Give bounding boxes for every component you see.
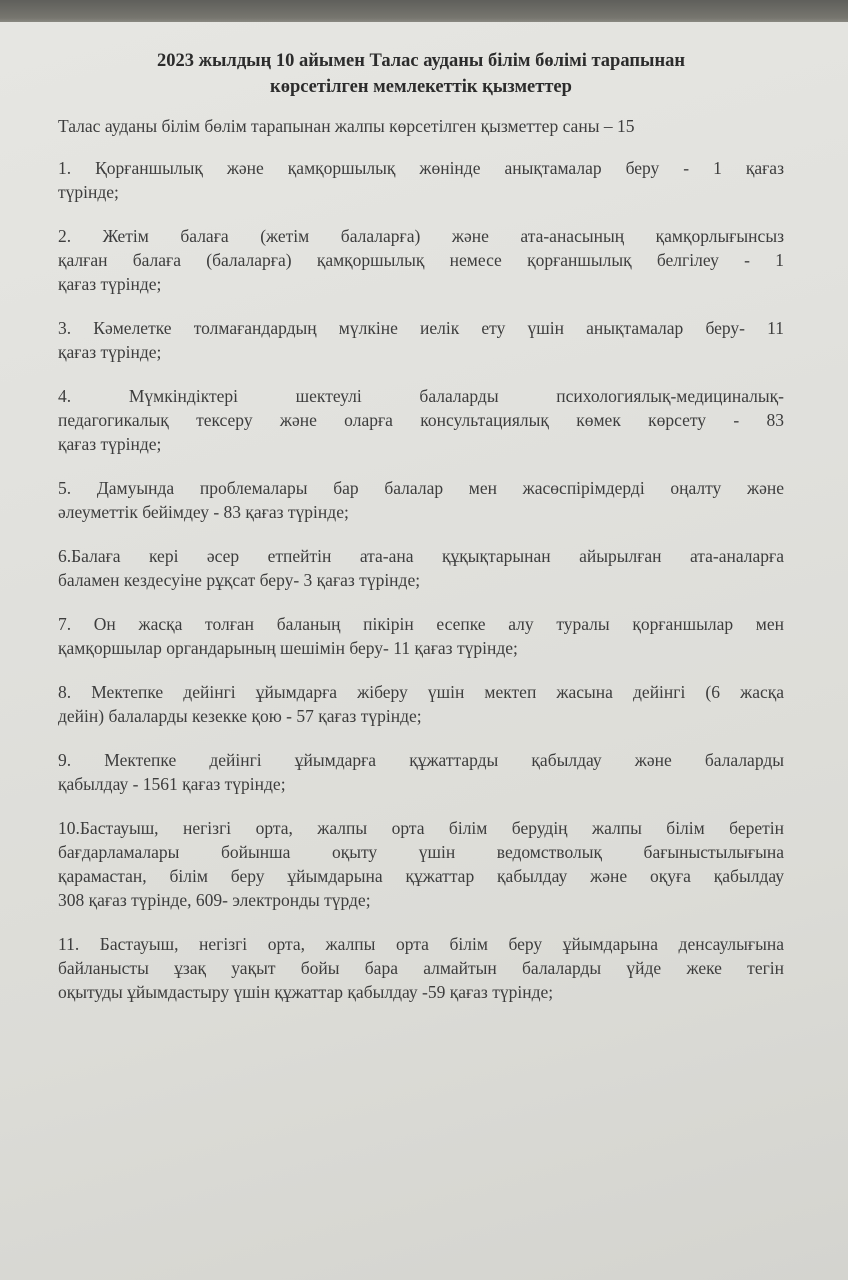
title-line-1: 2023 жылдың 10 айымен Талас ауданы білім бөлімі тарапынан: [156, 51, 686, 71]
service-item-line: педагогикалық тексеру және оларға консультациялық көмек көрсету - 83: [58, 410, 784, 430]
service-item: [58, 748, 784, 796]
service-item: [58, 384, 784, 456]
document-title: [58, 48, 784, 100]
service-item-line: 9. Мектепке дейінгі ұйымдарға құжаттарды қабылдау және балаларды: [58, 750, 784, 770]
service-item: [58, 612, 784, 660]
service-item-line: 10.Бастауыш, негізгі орта, жалпы орта білім берудің жалпы білім беретін: [58, 818, 784, 838]
service-item-line: 7. Он жасқа толған баланың пікірін есепке алу туралы қорғаншылар мен: [58, 614, 784, 634]
service-item-line: 308 қағаз түрінде, 609- электронды түрде;: [58, 890, 371, 910]
service-item: [58, 224, 784, 296]
service-item: [58, 816, 784, 912]
service-item-line: қалған балаға (балаларға) қамқоршылық немесе қорғаншылық белгілеу - 1: [58, 250, 784, 270]
service-item-line: 6.Балаға кері әсер етпейтін ата-ана құқықтарынан айырылған ата-аналарға: [58, 546, 784, 566]
service-item-line: қағаз түрінде;: [58, 434, 162, 454]
services-summary: Талас ауданы білім бөлім тарапынан жалпы көрсетілген қызметтер саны – 15: [58, 116, 635, 136]
service-item: [58, 316, 784, 364]
service-item-line: бағдарламалары бойынша оқыту үшін ведомстволық бағыныстылығына: [58, 842, 784, 862]
service-item-line: қағаз түрінде;: [58, 274, 162, 294]
service-item-line: оқытуды ұйымдастыру үшін құжаттар қабылдау -59 қағаз түрінде;: [58, 982, 554, 1002]
service-item-line: қарамастан, білім беру ұйымдарына құжаттар қабылдау және оқуға қабылдау: [58, 866, 784, 886]
service-item: [58, 680, 784, 728]
services-list: [58, 156, 784, 1004]
document-page: [0, 22, 848, 1280]
service-item-line: қамқоршылар органдарының шешімін беру- 11 қағаз түрінде;: [58, 638, 518, 658]
service-item: [58, 544, 784, 592]
service-item-line: 5. Дамуында проблемалары бар балалар мен жасөспірімдерді оңалту және: [58, 478, 784, 498]
service-item-line: 8. Мектепке дейінгі ұйымдарға жіберу үшін мектеп жасына дейінгі (6 жасқа: [58, 682, 784, 702]
service-item-line: 3. Кәмелетке толмағандардың мүлкіне иелік ету үшін анықтамалар беру- 11: [58, 318, 784, 338]
title-line-2: көрсетілген мемлекеттік қызметтер: [270, 77, 572, 97]
service-item-line: байланысты ұзақ уақыт бойы бара алмайтын балаларды үйде жеке тегін: [58, 958, 784, 978]
service-item-line: қабылдау - 1561 қағаз түрінде;: [58, 774, 286, 794]
service-item-line: қағаз түрінде;: [58, 342, 162, 362]
service-item: [58, 932, 784, 1004]
service-item-line: дейін) балаларды кезекке қою - 57 қағаз түрінде;: [58, 706, 422, 726]
service-item-line: 1. Қорғаншылық және қамқоршылық жөнінде анықтамалар беру - 1 қағаз: [58, 158, 784, 178]
service-item-line: баламен кездесуіне рұқсат беру- 3 қағаз түрінде;: [58, 570, 421, 590]
service-item-line: 11. Бастауыш, негізгі орта, жалпы орта білім беру ұйымдарына денсаулығына: [58, 934, 784, 954]
service-item-line: түрінде;: [58, 182, 119, 202]
service-item-line: 4. Мүмкіндіктері шектеулі балаларды психологиялық-медициналық-: [58, 386, 784, 406]
service-item-line: 2. Жетім балаға (жетім балаларға) және ата-анасының қамқорлығынсыз: [58, 226, 784, 246]
service-item-line: әлеуметтік бейімдеу - 83 қағаз түрінде;: [58, 502, 349, 522]
document-body: [58, 48, 784, 1024]
service-item: [58, 156, 784, 204]
service-item: [58, 476, 784, 524]
